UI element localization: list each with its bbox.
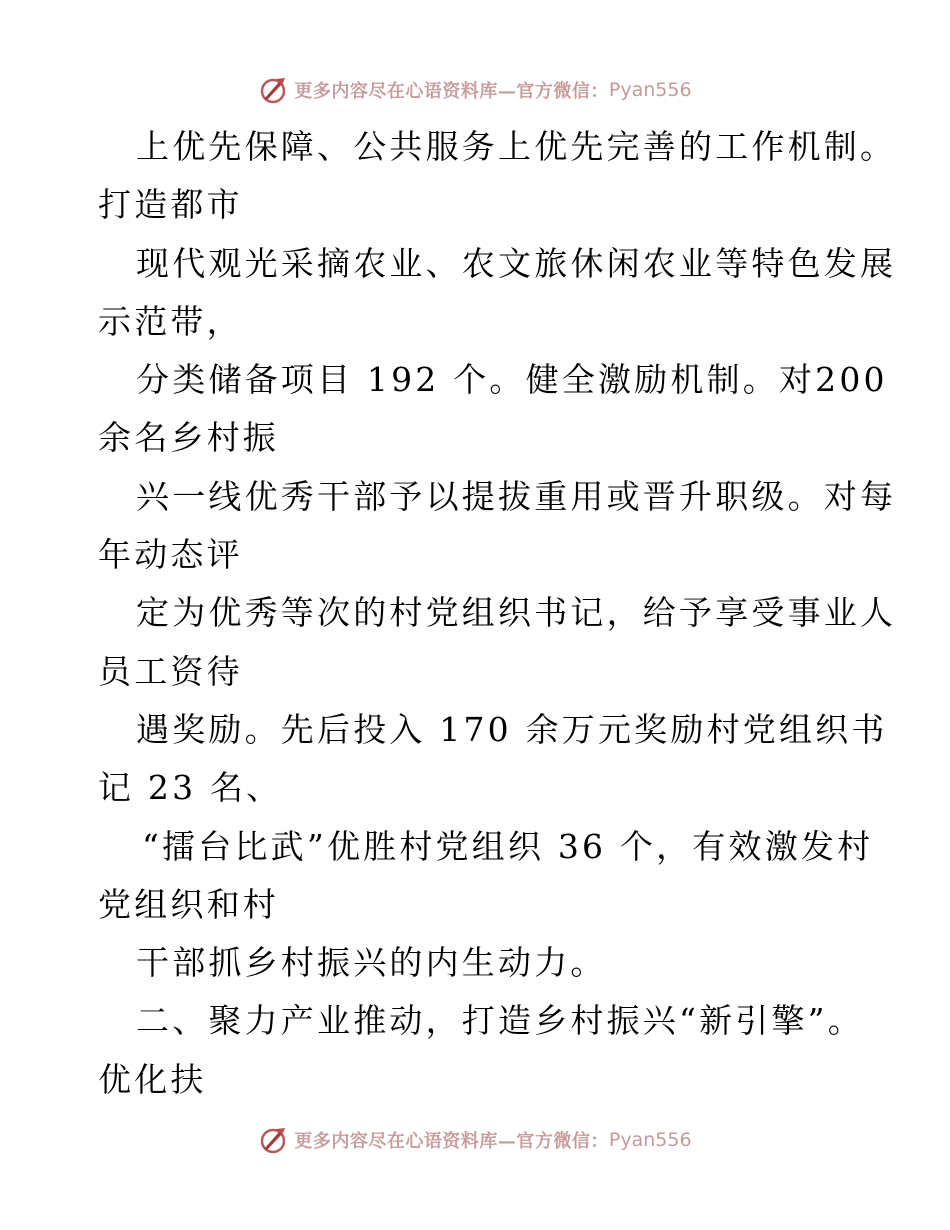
- section-heading-line: 二、聚力产业推动，打造乡村振兴“新引擎”。: [136, 1001, 864, 1041]
- text-line: 记 23 名、: [98, 768, 283, 808]
- text-line: 遇奖励。先后投入 170 余万元奖励村党组织书: [136, 709, 888, 749]
- text-line: “擂台比武”优胜村党组织 36 个，有效激发村: [142, 826, 874, 866]
- text-line: 干部抓乡村振兴的内生动力。: [136, 943, 607, 983]
- text-line: 兴一线优秀干部予以提拔重用或晋升职级。对每: [136, 476, 897, 516]
- text-line: 定为优秀等次的村党组织书记，给予享受事业人: [136, 593, 897, 633]
- text-line: 打造都市: [98, 185, 243, 225]
- watermark-account: Pyan556: [608, 79, 692, 101]
- text-line: 上优先保障、公共服务上优先完善的工作机制。: [136, 127, 897, 166]
- watermark-account: Pyan556: [608, 1129, 692, 1151]
- document-body: [98, 118, 897, 1109]
- text-line: 余名乡村振: [98, 418, 279, 458]
- quill-circle-icon: [258, 1125, 288, 1155]
- text-line: 现代观光采摘农业、农文旅休闲农业等特色发展: [136, 243, 897, 283]
- quill-circle-icon: [258, 75, 288, 105]
- text-line: 分类储备项目 192 个。健全激励机制。对200: [136, 360, 888, 400]
- text-line: 示范带，: [98, 301, 243, 341]
- text-line: 优化扶: [98, 1059, 207, 1099]
- text-line: 员工资待: [98, 651, 243, 691]
- text-line: 党组织和村: [98, 884, 279, 924]
- footer-watermark: [0, 1120, 950, 1160]
- text-line: 年动态评: [98, 535, 243, 575]
- watermark-text: 更多内容尽在心语资料库—官方微信：: [294, 1131, 609, 1152]
- header-watermark: [0, 70, 950, 110]
- watermark-text: 更多内容尽在心语资料库—官方微信：: [294, 81, 609, 102]
